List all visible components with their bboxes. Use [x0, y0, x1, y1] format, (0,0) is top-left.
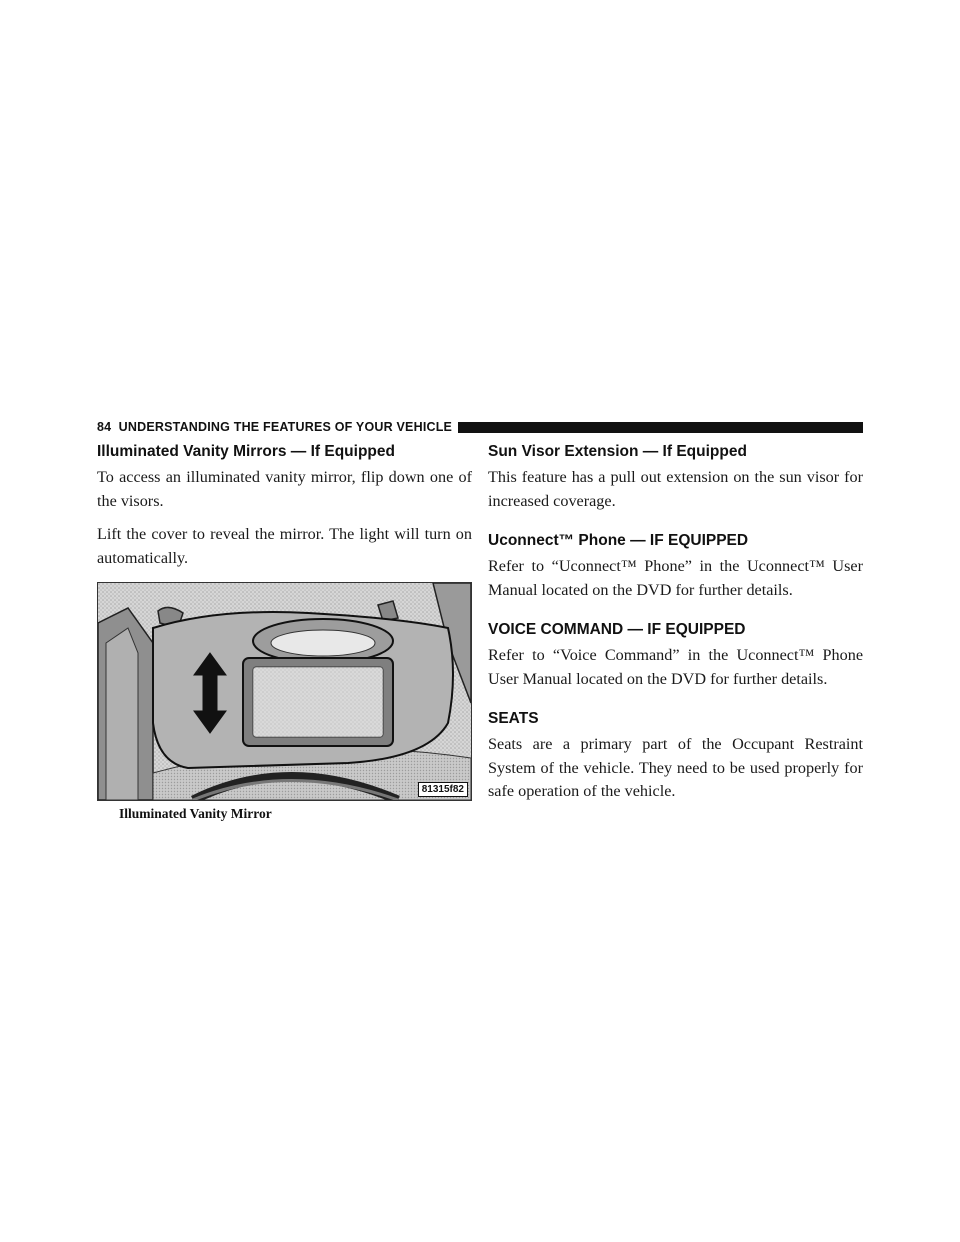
sun-visor-paragraph: This feature has a pull out extension on the sun visor for increased coverage.	[488, 468, 863, 510]
vanity-mirror-paragraph-1: To access an illuminated vanity mirror, flip down one of the visors.	[97, 468, 472, 510]
header-rule	[458, 422, 863, 433]
right-column	[488, 442, 863, 814]
left-column	[97, 442, 472, 822]
vanity-mirror-drawing	[98, 583, 471, 800]
seats-heading: SEATS	[488, 710, 539, 727]
figure-code: 81315f82	[418, 782, 468, 797]
page-number: 84	[97, 420, 112, 434]
figure-caption: Illuminated Vanity Mirror	[119, 806, 272, 821]
vanity-mirror-paragraph-2: Lift the cover to reveal the mirror. The light will turn on automatically.	[97, 525, 472, 567]
voice-command-heading: VOICE COMMAND — IF EQUIPPED	[488, 621, 746, 638]
sun-visor-heading: Sun Visor Extension — If Equipped	[488, 443, 747, 460]
page-header	[97, 418, 863, 436]
seats-paragraph: Seats are a primary part of the Occupant Restraint System of the vehicle. They need to be used properly for safe operation of the vehicle.	[488, 735, 863, 800]
page-header-text	[97, 420, 452, 434]
chapter-title: UNDERSTANDING THE FEATURES OF YOUR VEHICLE	[118, 420, 453, 434]
voice-command-paragraph: Refer to “Voice Command” in the Uconnect™ Phone User Manual located on the DVD for further details.	[488, 646, 863, 688]
uconnect-paragraph: Refer to “Uconnect™ Phone” in the Uconnect™ User Manual located on the DVD for further details.	[488, 557, 863, 599]
vanity-mirror-heading: Illuminated Vanity Mirrors — If Equipped	[97, 443, 395, 460]
uconnect-heading: Uconnect™ Phone — IF EQUIPPED	[488, 532, 749, 549]
vanity-mirror-illustration	[97, 582, 472, 801]
